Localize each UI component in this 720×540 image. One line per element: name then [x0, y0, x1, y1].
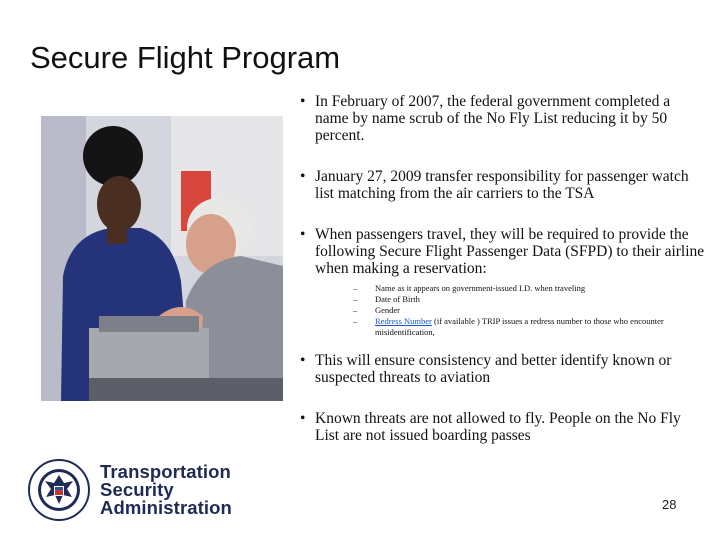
bullet-item [296, 168, 706, 202]
tsa-logo [28, 459, 232, 521]
sub-item-text: (if available ) TRIP issues a redress number to those who encounter misidentification, [375, 316, 664, 337]
logo-line: Security [100, 479, 174, 500]
bullet-text: In February of 2007, the federal government completed a name by name scrub of the No Fly List reducing it by 50 percent. [315, 93, 671, 144]
bullet-marker: • [300, 410, 306, 427]
logo-line: Administration [100, 497, 232, 518]
redress-number-link[interactable]: Redress Number [375, 316, 432, 326]
bullet-item [296, 352, 706, 386]
bullet-item [296, 410, 706, 444]
dash-marker: – [353, 305, 358, 315]
sub-list-item [353, 316, 706, 338]
logo-wordmark [100, 463, 232, 517]
logo-line: Transportation [100, 461, 231, 482]
bullet-item [296, 226, 706, 338]
sfpd-sub-list [353, 283, 706, 338]
bullet-text: January 27, 2009 transfer responsibility for passenger watch list matching from the air carriers to the TSA [315, 168, 689, 202]
dash-marker: – [353, 283, 358, 293]
sub-item-text: Date of Birth [375, 294, 420, 304]
bullet-text: Known threats are not allowed to fly. People on the No Fly List are not issued boarding passes [315, 410, 681, 444]
page-number: 28 [662, 497, 677, 512]
bullet-marker: • [300, 226, 306, 243]
bullet-list [296, 93, 706, 444]
bullet-marker: • [300, 352, 306, 369]
dhs-seal-icon [28, 459, 90, 521]
slide-title: Secure Flight Program [30, 40, 341, 75]
dash-marker: – [353, 294, 358, 304]
agent-passenger-photo [41, 116, 283, 401]
dash-marker: – [353, 316, 358, 326]
bullet-marker: • [300, 93, 306, 110]
bullet-marker: • [300, 168, 306, 185]
sub-list-item [353, 305, 706, 316]
sub-list-item [353, 294, 706, 305]
bullet-text: This will ensure consistency and better identify known or suspected threats to aviation [315, 352, 672, 386]
sub-item-text: Name as it appears on government-issued I.D. when traveling [375, 283, 586, 293]
sub-list-item [353, 283, 706, 294]
sub-item-text: Gender [375, 305, 401, 315]
bullet-item [296, 93, 706, 144]
bullet-text: When passengers travel, they will be required to provide the following Secure Flight Passenger Data (SFPD) to their airline when making a reservation: [315, 226, 705, 277]
